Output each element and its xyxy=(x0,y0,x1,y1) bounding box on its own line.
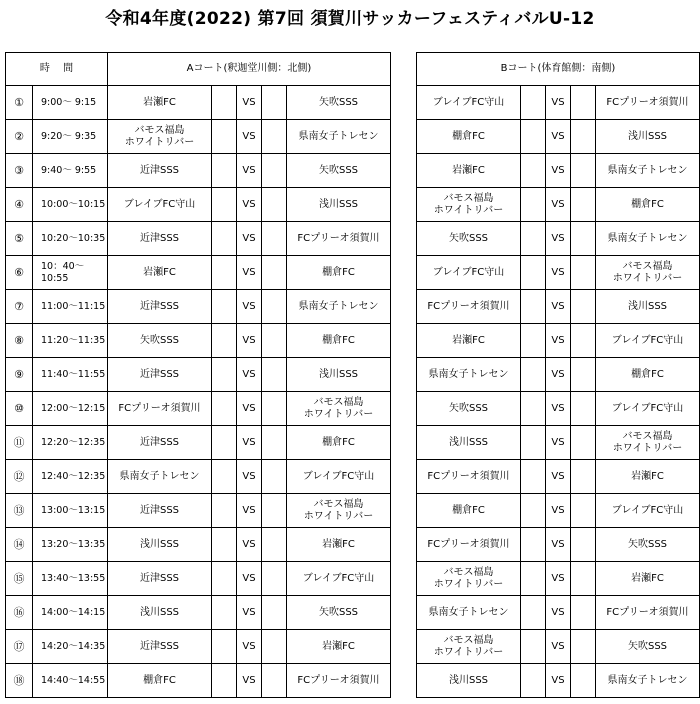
match-time: 12:20〜12:35 xyxy=(33,426,108,460)
spacer-cell xyxy=(521,256,546,290)
court-b-home-team: 棚倉FC xyxy=(417,494,521,528)
spacer-cell xyxy=(521,392,546,426)
spacer-cell xyxy=(571,358,596,392)
vs-label: VS xyxy=(546,426,571,460)
vs-label: VS xyxy=(546,562,571,596)
court-b-away-team: FCプリーオ須賀川 xyxy=(596,86,700,120)
court-a-home-team: 岩瀬FC xyxy=(108,256,212,290)
spacer-cell xyxy=(571,664,596,698)
vs-label: VS xyxy=(237,528,262,562)
spacer-cell xyxy=(212,664,237,698)
page-title: 令和4年度(2022) 第7回 須賀川サッカーフェスティバルU-12 xyxy=(105,9,595,29)
court-b-home-team: 矢吹SSS xyxy=(417,392,521,426)
court-a-home-team: 県南女子トレセン xyxy=(108,460,212,494)
court-a-away-team: 浅川SSS xyxy=(287,358,391,392)
column-gap xyxy=(391,188,417,222)
spacer-cell xyxy=(212,528,237,562)
court-a-away-team: 矢吹SSS xyxy=(287,596,391,630)
vs-label: VS xyxy=(237,630,262,664)
match-row xyxy=(6,494,700,528)
match-time: 9:40〜 9:55 xyxy=(33,154,108,188)
match-number: ⑨ xyxy=(6,358,33,392)
court-a-home-team: 岩瀬FC xyxy=(108,86,212,120)
court-a-away-team: FCプリーオ須賀川 xyxy=(287,664,391,698)
spacer-cell xyxy=(571,426,596,460)
spacer-cell xyxy=(212,562,237,596)
court-b-home-team: 浅川SSS xyxy=(417,426,521,460)
match-row xyxy=(6,528,700,562)
vs-label: VS xyxy=(546,120,571,154)
vs-label: VS xyxy=(237,664,262,698)
spacer-cell xyxy=(212,290,237,324)
court-b-home-team: バモス福島 ホワイトリバー xyxy=(417,630,521,664)
court-b-away-team: 岩瀬FC xyxy=(596,562,700,596)
match-time: 10：40〜10:55 xyxy=(33,256,108,290)
column-gap xyxy=(391,392,417,426)
court-a-header: Aコート(釈迦堂川側：北側) xyxy=(108,53,391,86)
match-time: 11:20〜11:35 xyxy=(33,324,108,358)
court-a-home-team: 近津SSS xyxy=(108,358,212,392)
match-time: 9:20〜 9:35 xyxy=(33,120,108,154)
vs-label: VS xyxy=(237,120,262,154)
court-b-home-team: 県南女子トレセン xyxy=(417,596,521,630)
vs-label: VS xyxy=(546,290,571,324)
column-gap xyxy=(391,256,417,290)
column-gap xyxy=(391,222,417,256)
court-b-away-team: 県南女子トレセン xyxy=(596,222,700,256)
vs-label: VS xyxy=(237,494,262,528)
match-time: 13:40〜13:55 xyxy=(33,562,108,596)
vs-label: VS xyxy=(546,222,571,256)
court-a-away-team: 矢吹SSS xyxy=(287,154,391,188)
court-b-home-team: 矢吹SSS xyxy=(417,222,521,256)
spacer-cell xyxy=(571,494,596,528)
vs-label: VS xyxy=(546,86,571,120)
court-a-home-team: 浅川SSS xyxy=(108,596,212,630)
spacer-cell xyxy=(262,562,287,596)
match-number: ② xyxy=(6,120,33,154)
match-number: ⑰ xyxy=(6,630,33,664)
court-a-home-team: 近津SSS xyxy=(108,290,212,324)
vs-label: VS xyxy=(546,392,571,426)
court-b-away-team: 県南女子トレセン xyxy=(596,664,700,698)
match-number: ⑩ xyxy=(6,392,33,426)
court-a-away-team: 棚倉FC xyxy=(287,256,391,290)
column-gap xyxy=(391,460,417,494)
spacer-cell xyxy=(212,392,237,426)
vs-label: VS xyxy=(546,664,571,698)
court-b-home-team: バモス福島 ホワイトリバー xyxy=(417,188,521,222)
spacer-cell xyxy=(262,222,287,256)
court-b-header: Bコート(体育館側：南側) xyxy=(417,53,700,86)
match-row xyxy=(6,630,700,664)
column-gap xyxy=(391,494,417,528)
court-b-away-team: バモス福島 ホワイトリバー xyxy=(596,256,700,290)
column-gap xyxy=(391,154,417,188)
court-b-home-team: 浅川SSS xyxy=(417,664,521,698)
column-gap xyxy=(391,53,417,86)
vs-label: VS xyxy=(237,324,262,358)
court-b-away-team: 棚倉FC xyxy=(596,188,700,222)
match-time: 14:20〜14:35 xyxy=(33,630,108,664)
match-row xyxy=(6,426,700,460)
match-row xyxy=(6,358,700,392)
vs-label: VS xyxy=(237,222,262,256)
vs-label: VS xyxy=(546,188,571,222)
spacer-cell xyxy=(521,86,546,120)
column-gap xyxy=(391,290,417,324)
court-a-home-team: 近津SSS xyxy=(108,494,212,528)
spacer-cell xyxy=(212,120,237,154)
spacer-cell xyxy=(262,426,287,460)
match-row xyxy=(6,596,700,630)
match-time: 11:00〜11:15 xyxy=(33,290,108,324)
match-number: ③ xyxy=(6,154,33,188)
spacer-cell xyxy=(521,596,546,630)
match-time: 14:00〜14:15 xyxy=(33,596,108,630)
match-row xyxy=(6,188,700,222)
match-row xyxy=(6,392,700,426)
vs-label: VS xyxy=(237,426,262,460)
spacer-cell xyxy=(262,86,287,120)
court-b-home-team: FCプリーオ須賀川 xyxy=(417,528,521,562)
spacer-cell xyxy=(521,222,546,256)
spacer-cell xyxy=(521,562,546,596)
column-gap xyxy=(391,562,417,596)
court-a-home-team: バモス福島 ホワイトリバー xyxy=(108,120,212,154)
court-a-away-team: ブレイブFC守山 xyxy=(287,460,391,494)
court-a-away-team: FCプリーオ須賀川 xyxy=(287,222,391,256)
court-a-home-team: 棚倉FC xyxy=(108,664,212,698)
vs-label: VS xyxy=(237,358,262,392)
spacer-cell xyxy=(521,120,546,154)
spacer-cell xyxy=(571,188,596,222)
match-row xyxy=(6,120,700,154)
match-row xyxy=(6,460,700,494)
court-a-away-team: 棚倉FC xyxy=(287,324,391,358)
match-time: 10:00〜10:15 xyxy=(33,188,108,222)
match-row xyxy=(6,324,700,358)
match-number: ⑯ xyxy=(6,596,33,630)
match-row xyxy=(6,664,700,698)
column-gap xyxy=(391,86,417,120)
spacer-cell xyxy=(571,528,596,562)
court-a-home-team: 近津SSS xyxy=(108,562,212,596)
spacer-cell xyxy=(262,664,287,698)
court-a-away-team: ブレイブFC守山 xyxy=(287,562,391,596)
court-b-away-team: 浅川SSS xyxy=(596,120,700,154)
spacer-cell xyxy=(262,494,287,528)
spacer-cell xyxy=(521,154,546,188)
spacer-cell xyxy=(262,188,287,222)
spacer-cell xyxy=(571,324,596,358)
spacer-cell xyxy=(262,528,287,562)
match-row xyxy=(6,256,700,290)
match-time: 14:40〜14:55 xyxy=(33,664,108,698)
match-time: 11:40〜11:55 xyxy=(33,358,108,392)
court-b-home-team: 岩瀬FC xyxy=(417,324,521,358)
spacer-cell xyxy=(262,358,287,392)
spacer-cell xyxy=(571,460,596,494)
spacer-cell xyxy=(521,528,546,562)
court-b-home-team: FCプリーオ須賀川 xyxy=(417,290,521,324)
match-time: 12:00〜12:15 xyxy=(33,392,108,426)
schedule-table xyxy=(5,52,700,698)
court-b-away-team: 棚倉FC xyxy=(596,358,700,392)
vs-label: VS xyxy=(546,324,571,358)
match-number: ① xyxy=(6,86,33,120)
match-number: ⑤ xyxy=(6,222,33,256)
spacer-cell xyxy=(521,290,546,324)
column-gap xyxy=(391,358,417,392)
court-b-home-team: 棚倉FC xyxy=(417,120,521,154)
match-number: ⑭ xyxy=(6,528,33,562)
vs-label: VS xyxy=(237,460,262,494)
spacer-cell xyxy=(262,120,287,154)
spacer-cell xyxy=(262,290,287,324)
spacer-cell xyxy=(521,188,546,222)
vs-label: VS xyxy=(546,256,571,290)
spacer-cell xyxy=(212,494,237,528)
court-b-away-team: 浅川SSS xyxy=(596,290,700,324)
column-gap xyxy=(391,528,417,562)
spacer-cell xyxy=(571,154,596,188)
court-a-home-team: 近津SSS xyxy=(108,630,212,664)
column-gap xyxy=(391,324,417,358)
match-time: 13:20〜13:35 xyxy=(33,528,108,562)
vs-label: VS xyxy=(546,460,571,494)
spacer-cell xyxy=(521,460,546,494)
match-row xyxy=(6,562,700,596)
spacer-cell xyxy=(212,256,237,290)
vs-label: VS xyxy=(546,154,571,188)
column-gap xyxy=(391,630,417,664)
spacer-cell xyxy=(571,596,596,630)
vs-label: VS xyxy=(237,562,262,596)
match-row xyxy=(6,222,700,256)
match-number: ④ xyxy=(6,188,33,222)
match-row xyxy=(6,290,700,324)
spacer-cell xyxy=(212,460,237,494)
match-time: 9:00〜 9:15 xyxy=(33,86,108,120)
spacer-cell xyxy=(212,630,237,664)
vs-label: VS xyxy=(546,494,571,528)
spacer-cell xyxy=(262,392,287,426)
match-number: ⑱ xyxy=(6,664,33,698)
spacer-cell xyxy=(212,358,237,392)
spacer-cell xyxy=(212,188,237,222)
match-row xyxy=(6,154,700,188)
spacer-cell xyxy=(571,290,596,324)
court-b-away-team: FCプリーオ須賀川 xyxy=(596,596,700,630)
vs-label: VS xyxy=(546,358,571,392)
court-a-away-team: 棚倉FC xyxy=(287,426,391,460)
court-a-away-team: 矢吹SSS xyxy=(287,86,391,120)
spacer-cell xyxy=(212,596,237,630)
column-gap xyxy=(391,426,417,460)
time-header: 時 間 xyxy=(6,53,108,86)
vs-label: VS xyxy=(237,256,262,290)
court-b-away-team: 矢吹SSS xyxy=(596,630,700,664)
spacer-cell xyxy=(571,562,596,596)
court-b-away-team: 県南女子トレセン xyxy=(596,154,700,188)
court-a-home-team: ブレイブFC守山 xyxy=(108,188,212,222)
spacer-cell xyxy=(571,222,596,256)
court-a-away-team: 岩瀬FC xyxy=(287,528,391,562)
spacer-cell xyxy=(262,324,287,358)
spacer-cell xyxy=(521,494,546,528)
vs-label: VS xyxy=(546,630,571,664)
court-a-home-team: 近津SSS xyxy=(108,154,212,188)
column-gap xyxy=(391,664,417,698)
court-a-home-team: FCプリーオ須賀川 xyxy=(108,392,212,426)
court-b-home-team: ブレイブFC守山 xyxy=(417,256,521,290)
vs-label: VS xyxy=(237,596,262,630)
court-b-home-team: 岩瀬FC xyxy=(417,154,521,188)
court-b-away-team: バモス福島 ホワイトリバー xyxy=(596,426,700,460)
court-a-away-team: バモス福島 ホワイトリバー xyxy=(287,392,391,426)
vs-label: VS xyxy=(237,290,262,324)
spacer-cell xyxy=(571,86,596,120)
match-number: ⑬ xyxy=(6,494,33,528)
spacer-cell xyxy=(262,256,287,290)
court-b-home-team: 県南女子トレセン xyxy=(417,358,521,392)
spacer-cell xyxy=(521,664,546,698)
spacer-cell xyxy=(212,324,237,358)
court-b-away-team: 矢吹SSS xyxy=(596,528,700,562)
spacer-cell xyxy=(262,596,287,630)
court-b-away-team: ブレイブFC守山 xyxy=(596,494,700,528)
spacer-cell xyxy=(262,154,287,188)
spacer-cell xyxy=(571,630,596,664)
court-b-home-team: ブレイブFC守山 xyxy=(417,86,521,120)
vs-label: VS xyxy=(546,528,571,562)
spacer-cell xyxy=(521,630,546,664)
court-a-home-team: 矢吹SSS xyxy=(108,324,212,358)
spacer-cell xyxy=(521,426,546,460)
court-b-home-team: バモス福島 ホワイトリバー xyxy=(417,562,521,596)
match-number: ⑫ xyxy=(6,460,33,494)
spacer-cell xyxy=(571,392,596,426)
vs-label: VS xyxy=(546,596,571,630)
column-gap xyxy=(391,596,417,630)
column-gap xyxy=(391,120,417,154)
spacer-cell xyxy=(521,324,546,358)
match-time: 12:40〜12:35 xyxy=(33,460,108,494)
vs-label: VS xyxy=(237,188,262,222)
match-number: ⑧ xyxy=(6,324,33,358)
match-number: ⑮ xyxy=(6,562,33,596)
court-a-away-team: 県南女子トレセン xyxy=(287,290,391,324)
match-number: ⑥ xyxy=(6,256,33,290)
match-number: ⑦ xyxy=(6,290,33,324)
court-b-home-team: FCプリーオ須賀川 xyxy=(417,460,521,494)
spacer-cell xyxy=(262,630,287,664)
header-row xyxy=(6,53,700,86)
match-time: 13:00〜13:15 xyxy=(33,494,108,528)
court-a-home-team: 浅川SSS xyxy=(108,528,212,562)
court-b-away-team: ブレイブFC守山 xyxy=(596,324,700,358)
spacer-cell xyxy=(521,358,546,392)
court-a-home-team: 近津SSS xyxy=(108,222,212,256)
vs-label: VS xyxy=(237,86,262,120)
spacer-cell xyxy=(212,86,237,120)
court-a-away-team: バモス福島 ホワイトリバー xyxy=(287,494,391,528)
spacer-cell xyxy=(212,222,237,256)
spacer-cell xyxy=(212,154,237,188)
spacer-cell xyxy=(571,120,596,154)
court-b-away-team: ブレイブFC守山 xyxy=(596,392,700,426)
match-row xyxy=(6,86,700,120)
court-a-away-team: 岩瀬FC xyxy=(287,630,391,664)
spacer-cell xyxy=(212,426,237,460)
court-a-away-team: 県南女子トレセン xyxy=(287,120,391,154)
spacer-cell xyxy=(262,460,287,494)
vs-label: VS xyxy=(237,392,262,426)
match-time: 10:20〜10:35 xyxy=(33,222,108,256)
court-a-away-team: 浅川SSS xyxy=(287,188,391,222)
match-number: ⑪ xyxy=(6,426,33,460)
spacer-cell xyxy=(571,256,596,290)
court-b-away-team: 岩瀬FC xyxy=(596,460,700,494)
vs-label: VS xyxy=(237,154,262,188)
court-a-home-team: 近津SSS xyxy=(108,426,212,460)
